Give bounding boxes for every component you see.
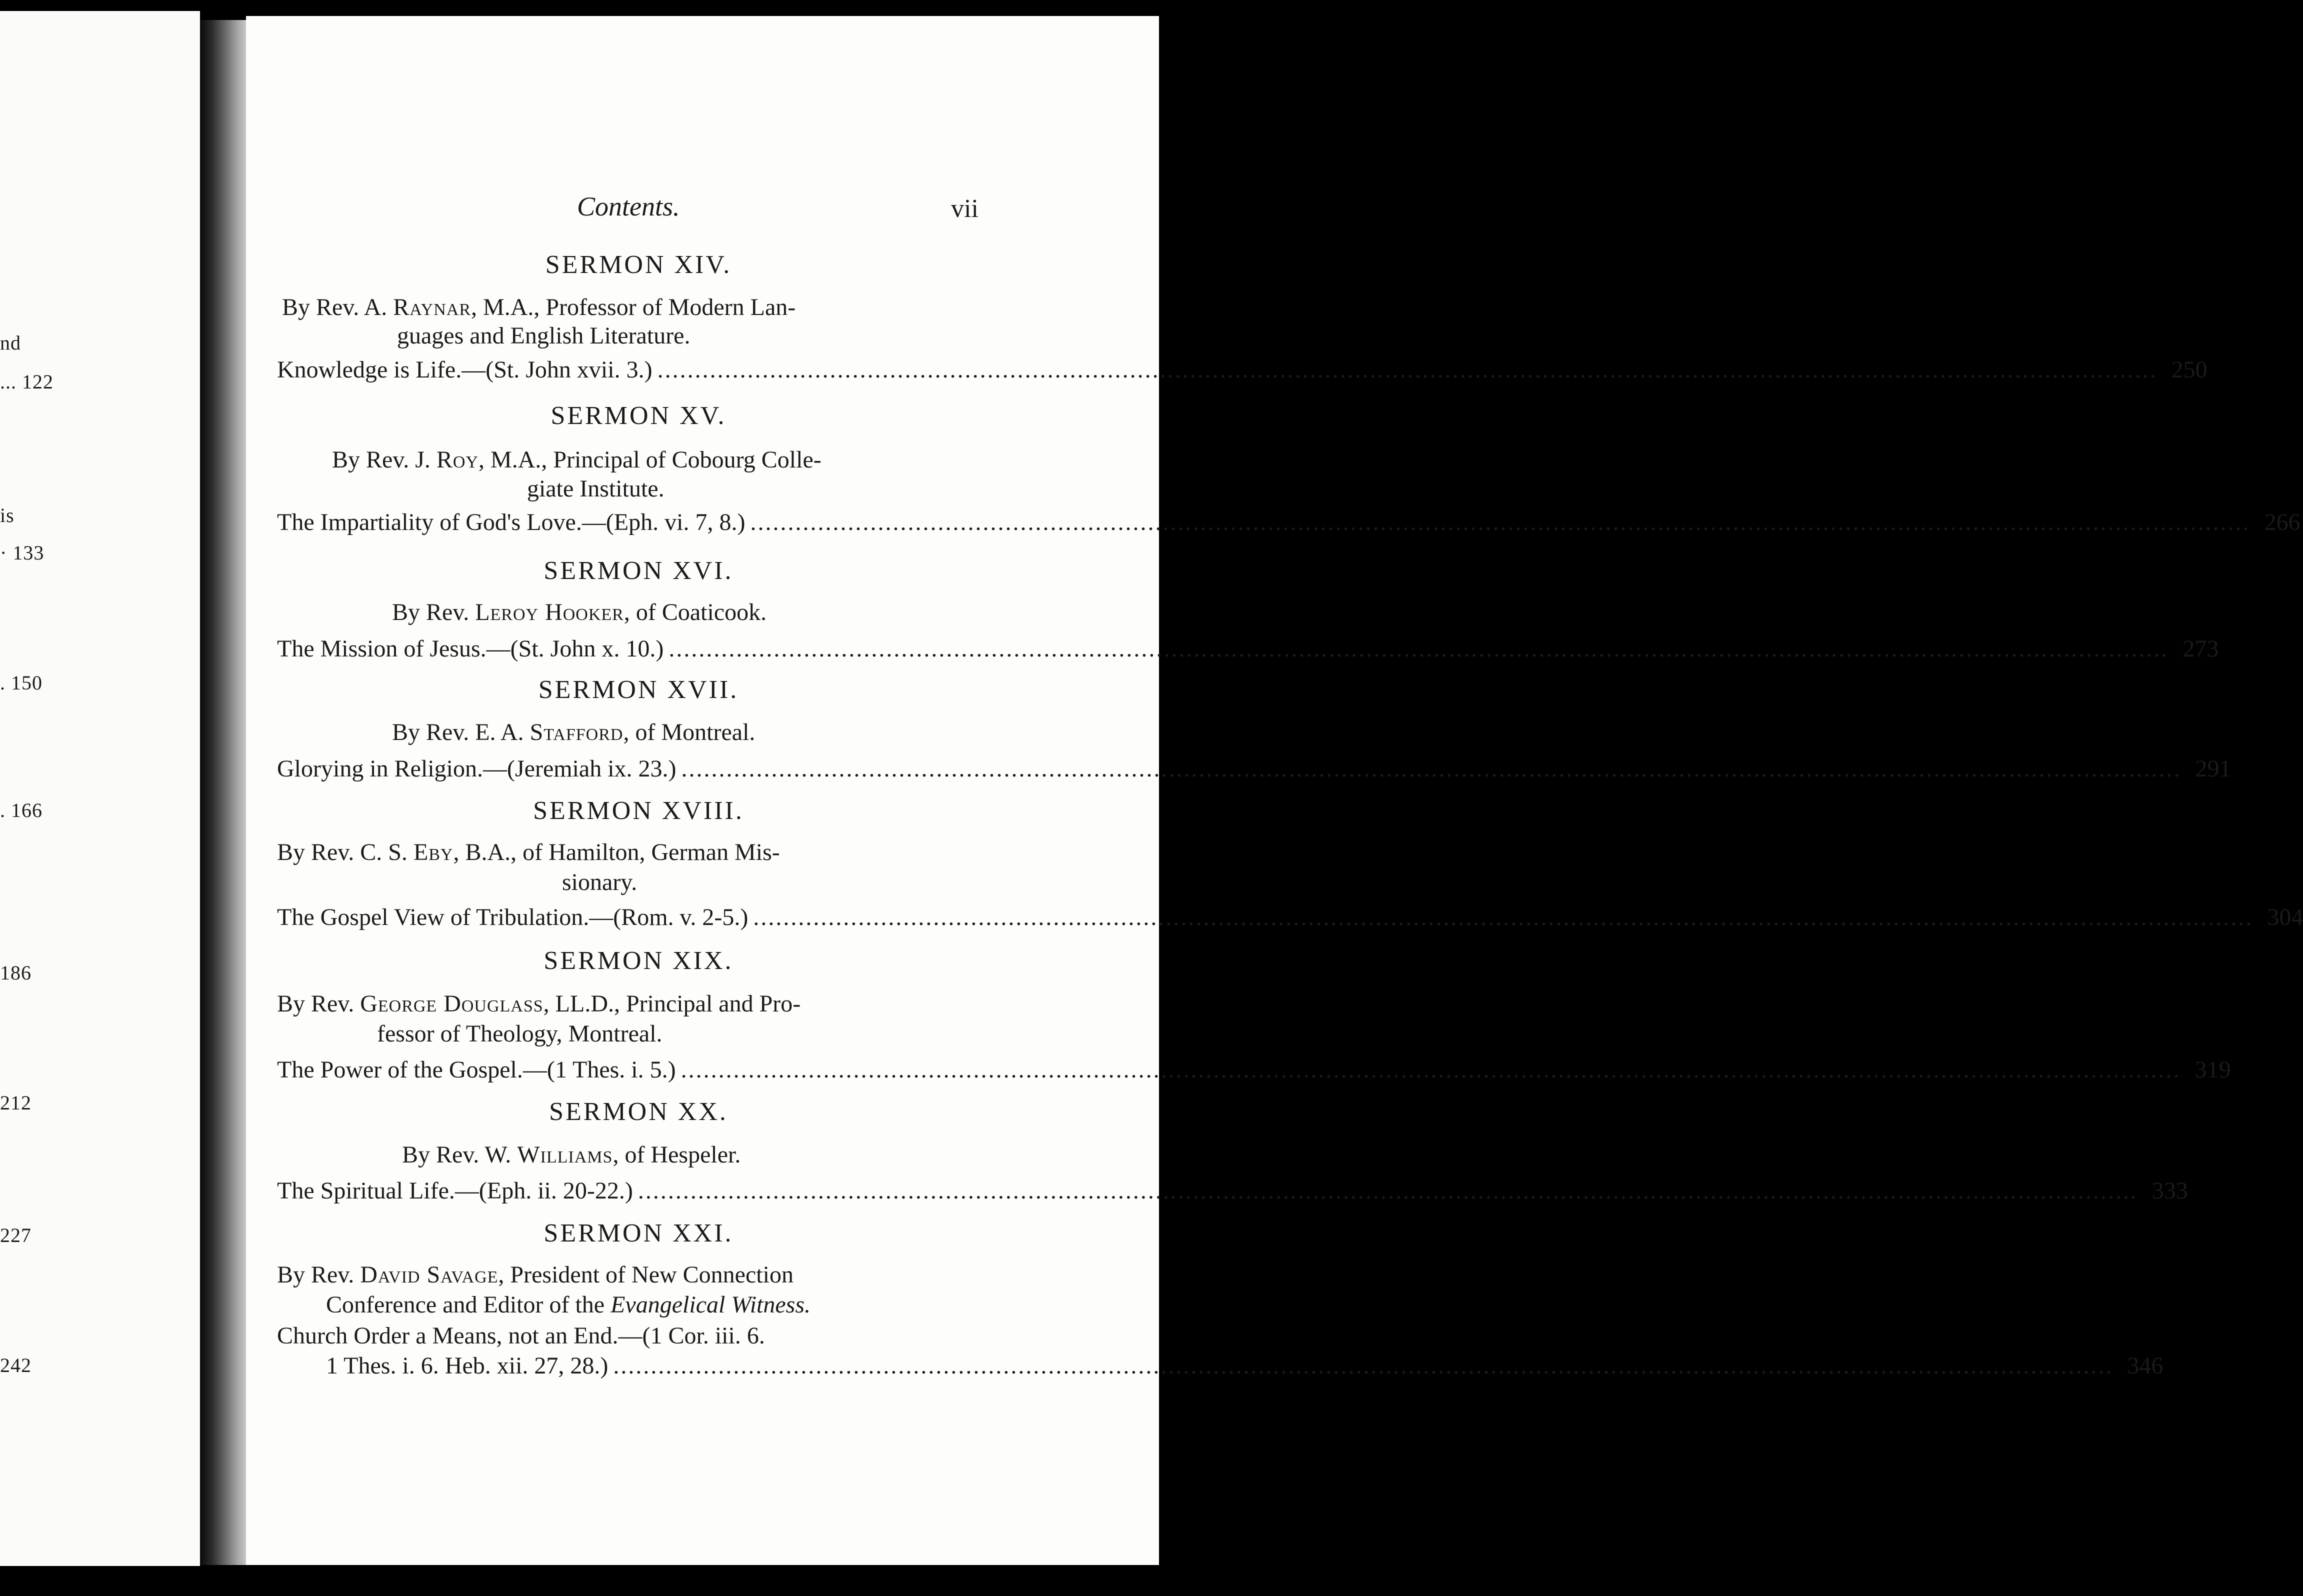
sermon-title: The Power of the Gospel.—(1 Thes. i. 5.): [277, 1056, 676, 1083]
author-text: By Rev.: [392, 599, 476, 626]
left-page-fragment: 227: [0, 1224, 32, 1246]
sermon-title-line: [277, 1322, 1000, 1350]
sermon-title: The Gospel View of Tribulation.—(Rom. v. 2-5.): [277, 904, 748, 930]
author-line: [392, 718, 755, 746]
author-line: [402, 1141, 740, 1168]
author-text: By Rev. A.: [282, 294, 394, 320]
author-line: [282, 294, 796, 321]
left-page-fragment: . 150: [0, 672, 42, 694]
sermon-heading: SERMON XXI.: [544, 1219, 734, 1248]
author-name: Roy: [436, 446, 479, 473]
sermon-title-line: [277, 1177, 2188, 1204]
author-text: By Rev. C. S.: [277, 839, 414, 866]
author-text: fessor of Theology, Montreal.: [377, 1020, 662, 1047]
author-text: sionary.: [562, 869, 638, 896]
leader-dots: ........................................................................................................................................................................................................: [681, 756, 2182, 782]
author-text: By Rev. W.: [402, 1142, 518, 1168]
sermon-page-number: 346: [2127, 1352, 2164, 1379]
leader-dots: ........................................................................................................................................................................................................: [750, 509, 2250, 536]
left-page-fragment: 186: [0, 962, 32, 984]
author-name: Raynar: [393, 294, 472, 320]
author-text: By Rev. J.: [332, 446, 436, 473]
author-text: , of Montreal.: [623, 719, 756, 746]
sermon-title: Glorying in Religion.—(Jeremiah ix. 23.): [277, 756, 676, 782]
left-page-fragment: 212: [0, 1092, 32, 1114]
sermon-heading: SERMON XVIII.: [533, 796, 744, 825]
author-line: [332, 446, 822, 474]
sermon-heading: SERMON XIV.: [545, 250, 732, 279]
left-page-fragment: nd: [0, 332, 21, 354]
publication-title: Evangelical Witness.: [610, 1292, 811, 1318]
author-line: [377, 1020, 662, 1048]
leader-dots: ........................................................................................................................................................................................................: [753, 904, 2254, 930]
sermon-page-number: 250: [2171, 356, 2208, 383]
author-text: By Rev.: [277, 1262, 360, 1288]
author-text: , President of New Connection: [498, 1262, 794, 1288]
author-name: Leroy Hooker: [475, 599, 624, 626]
author-text: , M.A., Professor of Modern Lan-: [471, 294, 796, 320]
page-number: vii: [951, 194, 978, 223]
leader-dots: ........................................................................................................................................................................................................: [613, 1352, 2114, 1379]
left-page: [0, 11, 200, 1566]
running-title: Contents.: [577, 192, 680, 222]
sermon-title: The Mission of Jesus.—(St. John x. 10.): [277, 636, 664, 662]
left-page-fragment: is: [0, 504, 14, 526]
sermon-title-line: [277, 356, 2208, 384]
sermon-page-number: 304: [2267, 904, 2303, 930]
author-name: Williams: [517, 1142, 613, 1168]
sermon-heading: SERMON XVII.: [538, 676, 739, 704]
sermon-heading: SERMON XV.: [550, 402, 726, 430]
author-text: Conference and Editor of the: [326, 1292, 611, 1318]
author-text: , B.A., of Hamilton, German Mis-: [453, 839, 780, 866]
sermon-title-line: [277, 1056, 2231, 1084]
author-text: guages and English Literature.: [397, 322, 690, 349]
author-text: giate Institute.: [527, 476, 664, 502]
sermon-title: Church Order a Means, not an End.—(1 Cor. iii. 6.: [277, 1322, 765, 1349]
author-line: [277, 1261, 794, 1288]
contents-list: [277, 16, 2303, 1516]
leader-dots: ........................................................................................................................................................................................................: [638, 1178, 2138, 1204]
sermon-heading: SERMON XIX.: [544, 946, 734, 975]
author-line: [562, 868, 637, 896]
author-text: By Rev.: [277, 990, 360, 1017]
sermon-title-line: [277, 635, 2219, 662]
author-name: Stafford: [530, 719, 624, 746]
sermon-heading: SERMON XX.: [549, 1098, 728, 1126]
left-page-fragment: ... 122: [0, 370, 54, 393]
sermon-title-line: [277, 755, 2232, 782]
sermon-page-number: 291: [2195, 756, 2232, 782]
right-page: [246, 16, 2303, 1565]
sermon-title-line: [277, 904, 2303, 931]
sermon-heading: SERMON XVI.: [544, 556, 734, 585]
sermon-page-number: 266: [2264, 509, 2300, 536]
book-gutter-shadow: [200, 20, 248, 1565]
author-line: [277, 838, 780, 866]
author-name: Eby: [413, 839, 454, 866]
sermon-title-line: [277, 508, 2300, 536]
leader-dots: ........................................................................................................................................................................................................: [680, 1056, 2181, 1083]
author-line: [326, 1291, 810, 1318]
sermon-title: The Impartiality of God's Love.—(Eph. vi. 7, 8.): [277, 509, 746, 536]
left-page-fragment: 242: [0, 1354, 32, 1376]
author-line: [277, 990, 800, 1018]
author-text: By Rev. E. A.: [392, 719, 530, 746]
left-page-fragment: · 133: [0, 542, 44, 564]
author-text: , of Coaticook.: [624, 599, 767, 626]
author-name: George Douglass: [360, 990, 544, 1017]
author-text: , of Hespeler.: [612, 1142, 741, 1168]
sermon-page-number: 273: [2182, 636, 2219, 662]
sermon-title: Knowledge is Life.—(St. John xvii. 3.): [277, 356, 652, 383]
sermon-title: 1 Thes. i. 6. Heb. xii. 27, 28.): [326, 1352, 608, 1379]
leader-dots: ........................................................................................................................................................................................................: [657, 356, 2158, 383]
leader-dots: ........................................................................................................................................................................................................: [668, 636, 2169, 662]
sermon-title-line: [326, 1352, 2164, 1380]
author-line: [397, 322, 690, 350]
sermon-page-number: 319: [2194, 1056, 2231, 1083]
sermon-title: The Spiritual Life.—(Eph. ii. 20-22.): [277, 1178, 633, 1204]
author-text: , LL.D., Principal and Pro-: [543, 990, 801, 1017]
author-line: [527, 475, 664, 502]
author-text: , M.A., Principal of Cobourg Colle-: [478, 446, 822, 473]
author-name: David Savage: [360, 1262, 498, 1288]
left-page-fragment: . 166: [0, 799, 42, 822]
author-line: [392, 598, 766, 626]
sermon-page-number: 333: [2152, 1178, 2188, 1204]
